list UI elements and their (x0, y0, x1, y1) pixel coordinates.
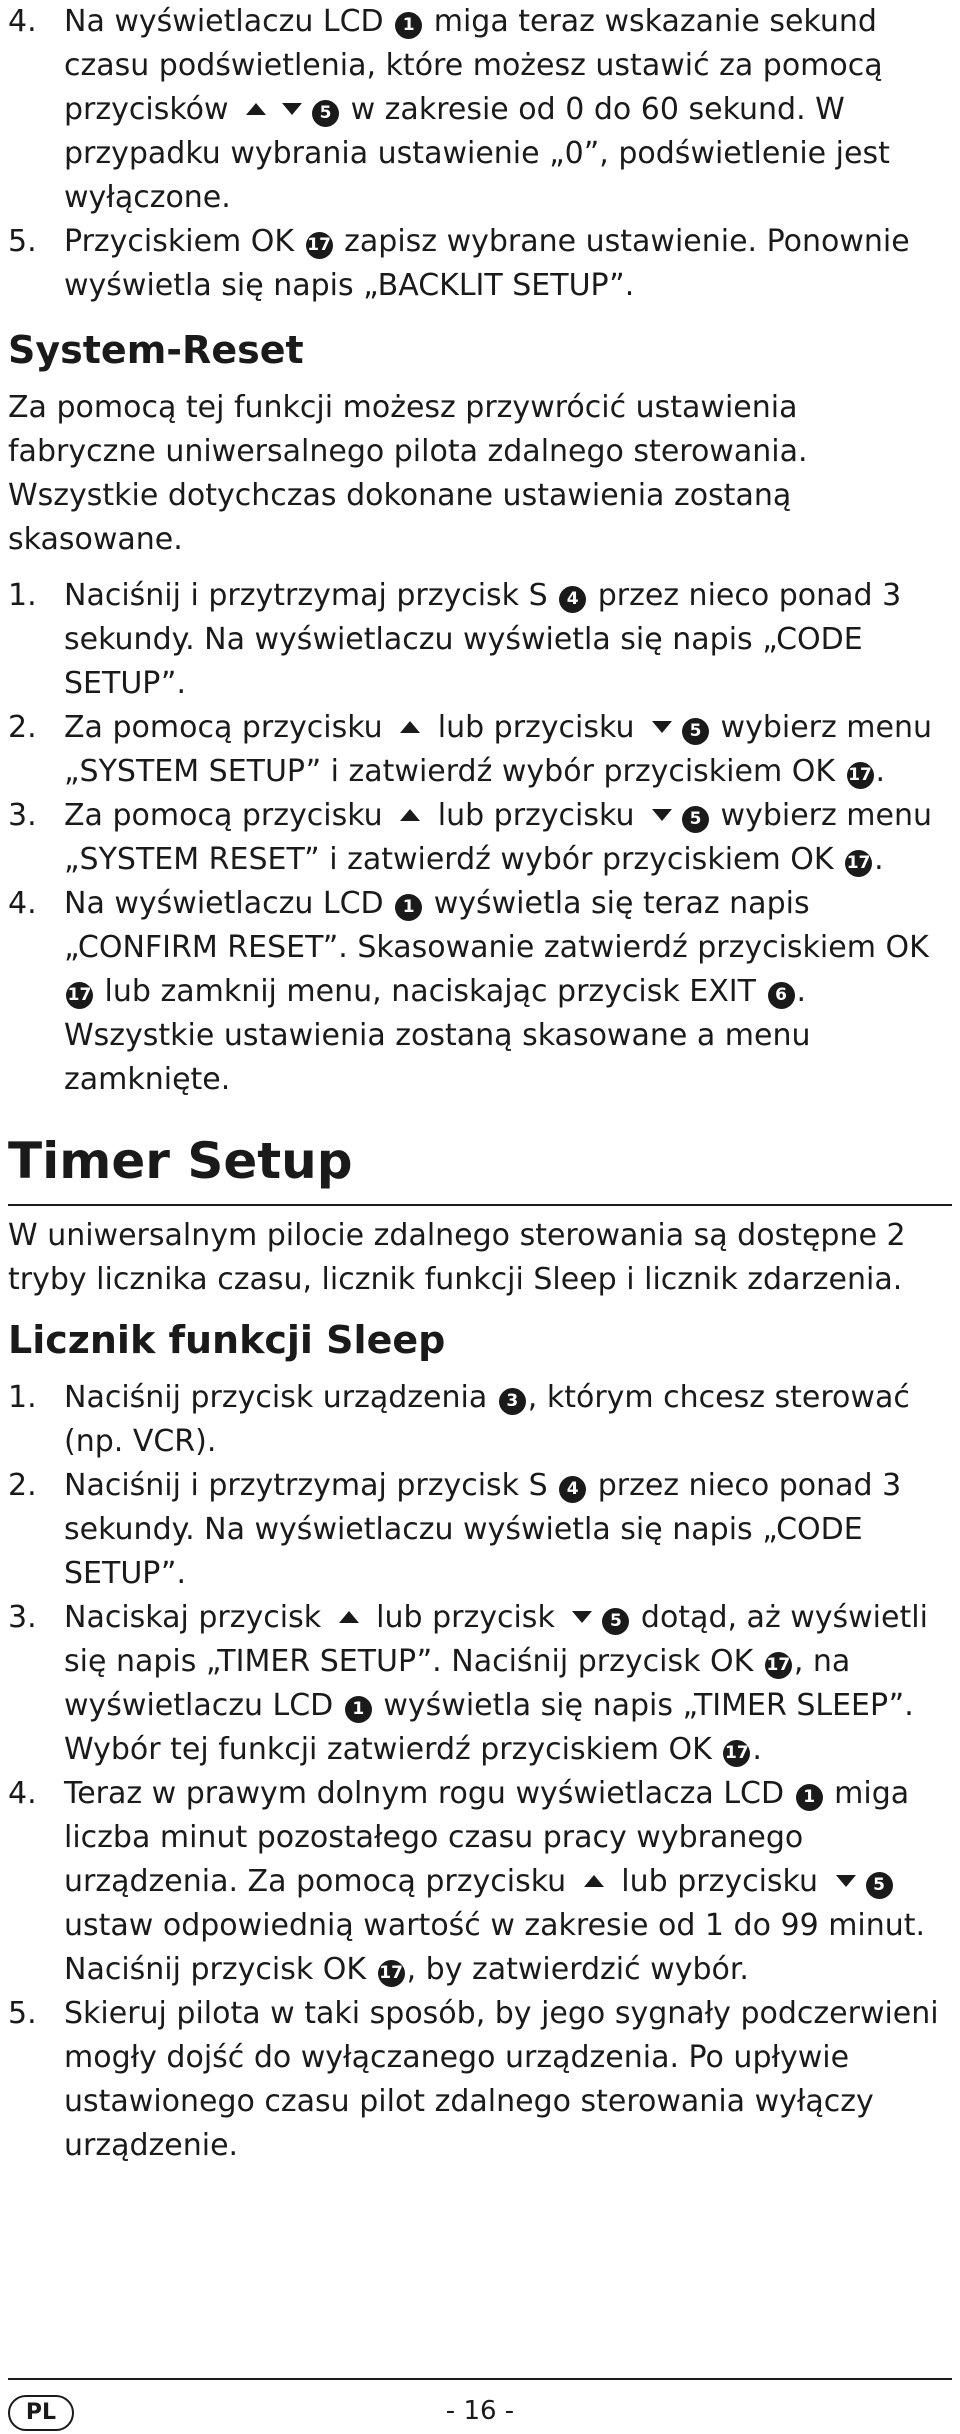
step-number: 2. (8, 1468, 37, 1503)
step-number: 4. (8, 886, 37, 921)
arrow-up-icon (246, 103, 266, 115)
button-ref-icon: 17 (66, 982, 93, 1009)
button-ref-icon: 1 (395, 12, 422, 39)
button-ref-icon: 5 (602, 1608, 629, 1635)
arrow-down-icon (836, 1875, 856, 1887)
language-badge: PL (8, 2395, 74, 2431)
timer-setup-intro: W uniwersalnym pilocie zdalnego sterowania są dostępne 2 tryby licznika czasu, licznik funkcji Sleep i licznik zdarzenia. (8, 1218, 906, 1297)
button-ref-icon: 17 (847, 762, 874, 789)
button-ref-icon: 4 (559, 586, 586, 613)
button-ref-icon: 5 (312, 100, 339, 127)
numbered-step: 4. Na wyświetlaczu LCD 1 wyświetla się teraz napis „CONFIRM RESET”. Skasowanie zatwierdź przyciskiem OK 17 lub zamknij menu, naciskając przycisk EXIT 6 . Wszystkie ustawienia zostaną skasowane a menu zamknięte. (8, 882, 942, 1102)
system-reset-steps (0, 574, 960, 1102)
numbered-step: 5. Przyciskiem OK 17 zapisz wybrane ustawienie. Ponownie wyświetla się napis „BACKLIT SETUP”. (8, 220, 942, 308)
button-ref-icon: 3 (499, 1388, 526, 1415)
numbered-step: 4. Teraz w prawym dolnym rogu wyświetlacza LCD 1 miga liczba minut pozostałego czasu pracy wybranego urządzenia. Za pomocą przycisku lub przycisku 5 ustaw odpowiednią wartość w zakresie od 1 do 99 minut. Naciśnij przycisk OK 17 , by zatwierdzić wybór. (8, 1772, 942, 1992)
numbered-step: 1. Naciśnij przycisk urządzenia 3 , którym chcesz sterować (np. VCR). (8, 1376, 942, 1464)
button-ref-icon: 17 (765, 1652, 792, 1679)
button-ref-icon: 5 (866, 1872, 893, 1899)
button-ref-icon: 1 (395, 894, 422, 921)
arrow-down-icon (572, 1611, 592, 1623)
arrow-up-icon (400, 809, 420, 821)
button-ref-icon: 1 (345, 1696, 372, 1723)
button-ref-icon: 17 (845, 850, 872, 877)
arrow-down-icon (652, 809, 672, 821)
numbered-step: 2. Naciśnij i przytrzymaj przycisk S 4 przez nieco ponad 3 sekundy. Na wyświetlaczu wyświetla się napis „CODE SETUP”. (8, 1464, 942, 1596)
step-number: 3. (8, 1600, 37, 1635)
button-ref-icon: 6 (768, 982, 795, 1009)
button-ref-icon: 5 (682, 806, 709, 833)
step-number: 2. (8, 710, 37, 745)
button-ref-icon: 1 (796, 1784, 823, 1811)
timer-setup-heading: Timer Setup (8, 1132, 353, 1190)
footer-divider (8, 2378, 952, 2380)
numbered-step: 3. Naciskaj przycisk lub przycisk 5 dotąd, aż wyświetli się napis „TIMER SETUP”. Naciśnij przycisk OK 17 , na wyświetlaczu LCD 1 wyświetla się napis „TIMER SLEEP”. Wybór tej funkcji zatwierdź przyciskiem OK 17 . (8, 1596, 942, 1772)
arrow-up-icon (339, 1611, 359, 1623)
sleep-timer-heading: Licznik funkcji Sleep (8, 1318, 446, 1362)
numbered-step: 3. Za pomocą przycisku lub przycisku 5 wybierz menu „SYSTEM RESET” i zatwierdź wybór przyciskiem OK 17 . (8, 794, 942, 882)
step-number: 4. (8, 4, 37, 39)
arrow-up-icon (584, 1875, 604, 1887)
numbered-step: 5. Skieruj pilota w taki sposób, by jego sygnały podczerwieni mogły dojść do wyłączanego urządzenia. Po upływie ustawionego czasu pilot zdalnego sterowania wyłączy urządzenie. (8, 1992, 942, 2168)
button-ref-icon: 5 (682, 718, 709, 745)
step-number: 1. (8, 1380, 37, 1415)
step-number: 1. (8, 578, 37, 613)
section-divider (8, 1204, 952, 1206)
page-number: - 16 - (445, 2396, 515, 2426)
backlight-steps (0, 0, 960, 308)
arrow-down-icon (652, 721, 672, 733)
button-ref-icon: 17 (723, 1740, 750, 1767)
numbered-step: 2. Za pomocą przycisku lub przycisku 5 wybierz menu „SYSTEM SETUP” i zatwierdź wybór przyciskiem OK 17 . (8, 706, 942, 794)
arrow-down-icon (282, 103, 302, 115)
step-number: 3. (8, 798, 37, 833)
numbered-step: 4. Na wyświetlaczu LCD 1 miga teraz wskazanie sekund czasu podświetlenia, które możesz ustawić za pomocą przycisków 5 w zakresie od 0 do 60 sekund. W przypadku wybrania ustawienie „0”, podświetlenie jest wyłączone. (8, 0, 942, 220)
arrow-up-icon (400, 721, 420, 733)
button-ref-icon: 17 (306, 232, 333, 259)
step-number: 4. (8, 1776, 37, 1811)
system-reset-intro: Za pomocą tej funkcji możesz przywrócić ustawienia fabryczne uniwersalnego pilota zdalnego sterowania. Wszystkie dotychczas dokonane ustawienia zostaną skasowane. (8, 390, 808, 557)
step-number: 5. (8, 224, 37, 259)
system-reset-heading: System-Reset (8, 328, 304, 372)
button-ref-icon: 4 (559, 1476, 586, 1503)
button-ref-icon: 17 (378, 1960, 405, 1987)
sleep-timer-steps (0, 1376, 960, 2168)
step-number: 5. (8, 1996, 37, 2031)
numbered-step: 1. Naciśnij i przytrzymaj przycisk S 4 przez nieco ponad 3 sekundy. Na wyświetlaczu wyświetla się napis „CODE SETUP”. (8, 574, 942, 706)
